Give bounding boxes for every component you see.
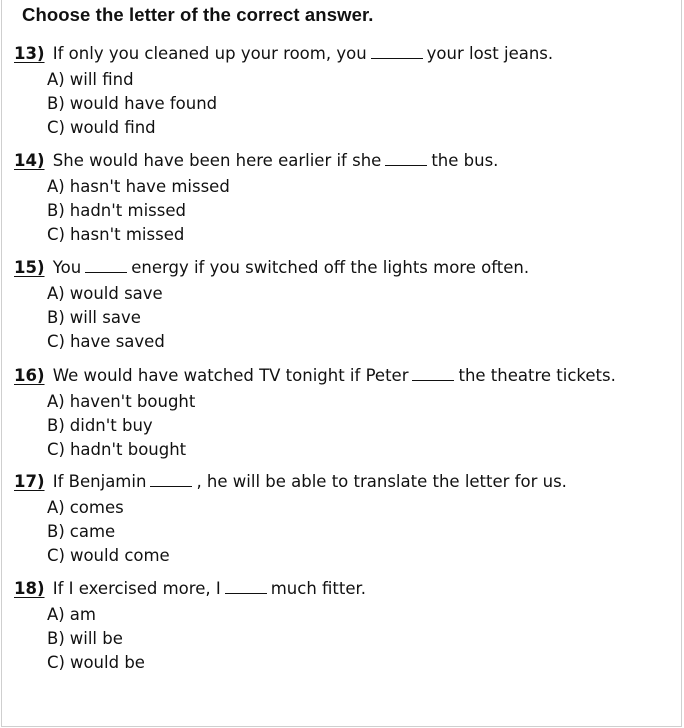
option-c[interactable] (47, 438, 674, 462)
option-text: would be (69, 653, 145, 672)
option-c[interactable] (47, 330, 674, 354)
option-letter: A) (47, 177, 65, 196)
option-text: hadn't bought (69, 440, 187, 459)
option-b[interactable] (47, 199, 674, 223)
options-list (47, 603, 674, 675)
option-text: will find (69, 70, 134, 89)
question-number: 13) (14, 44, 45, 63)
option-c[interactable] (47, 223, 674, 247)
option-text: comes (69, 498, 124, 517)
option-letter: C) (47, 440, 65, 459)
option-b[interactable] (47, 306, 674, 330)
stem-before-blank: If Benjamin (52, 472, 147, 491)
option-letter: A) (47, 70, 65, 89)
stem-after-blank: energy if you switched off the lights more often. (131, 258, 530, 277)
answer-blank (85, 259, 127, 273)
option-text: haven't bought (69, 392, 196, 411)
option-letter: A) (47, 392, 65, 411)
option-text: will save (69, 308, 141, 327)
option-text: will be (69, 629, 123, 648)
option-letter: C) (47, 118, 65, 137)
option-letter: A) (47, 284, 65, 303)
option-text: have saved (69, 332, 165, 351)
option-text: hasn't have missed (69, 177, 230, 196)
question-number: 17) (14, 472, 45, 491)
question-15 (14, 257, 674, 354)
options-list (47, 175, 674, 247)
stem-before-blank: We would have watched TV tonight if Peter (52, 366, 409, 385)
option-b[interactable] (47, 520, 674, 544)
option-letter: A) (47, 498, 65, 517)
option-letter: B) (47, 308, 65, 327)
answer-blank (225, 580, 267, 594)
option-text: came (69, 522, 116, 541)
option-a[interactable] (47, 68, 674, 92)
question-17 (14, 471, 674, 568)
option-letter: C) (47, 653, 65, 672)
option-a[interactable] (47, 282, 674, 306)
stem-after-blank: your lost jeans. (426, 44, 554, 63)
option-letter: C) (47, 546, 65, 565)
option-a[interactable] (47, 175, 674, 199)
stem-after-blank: much fitter. (270, 579, 367, 598)
instructions-heading: Choose the letter of the correct answer. (22, 4, 374, 25)
option-text: hasn't missed (69, 225, 185, 244)
options-list (47, 496, 674, 568)
option-letter: C) (47, 225, 65, 244)
option-letter: B) (47, 94, 65, 113)
options-list (47, 68, 674, 140)
answer-blank (150, 473, 192, 487)
option-text: would have found (69, 94, 218, 113)
stem-before-blank: She would have been here earlier if she (52, 151, 382, 170)
option-c[interactable] (47, 651, 674, 675)
question-18 (14, 578, 674, 675)
option-text: would save (69, 284, 163, 303)
question-number: 18) (14, 579, 45, 598)
question-stem (14, 150, 674, 172)
option-text: hadn't missed (69, 201, 186, 220)
answer-blank (385, 152, 427, 166)
stem-before-blank: You (52, 258, 82, 277)
question-number: 16) (14, 366, 45, 385)
option-letter: B) (47, 522, 65, 541)
stem-after-blank: the theatre tickets. (458, 366, 616, 385)
option-b[interactable] (47, 627, 674, 651)
option-c[interactable] (47, 544, 674, 568)
options-list (47, 390, 674, 462)
answer-blank (412, 367, 454, 381)
answer-blank (371, 45, 423, 59)
option-letter: B) (47, 629, 65, 648)
question-stem (14, 471, 674, 493)
option-a[interactable] (47, 496, 674, 520)
stem-before-blank: If I exercised more, I (52, 579, 221, 598)
option-letter: B) (47, 416, 65, 435)
question-16 (14, 365, 674, 462)
options-list (47, 282, 674, 354)
option-text: am (69, 605, 96, 624)
question-stem (14, 365, 674, 387)
question-number: 15) (14, 258, 45, 277)
stem-before-blank: If only you cleaned up your room, you (52, 44, 367, 63)
option-b[interactable] (47, 92, 674, 116)
option-b[interactable] (47, 414, 674, 438)
question-13 (14, 43, 674, 140)
question-stem (14, 257, 674, 279)
option-a[interactable] (47, 603, 674, 627)
question-number: 14) (14, 151, 45, 170)
option-c[interactable] (47, 116, 674, 140)
question-14 (14, 150, 674, 247)
option-text: didn't buy (69, 416, 153, 435)
option-letter: B) (47, 201, 65, 220)
option-text: would come (69, 546, 170, 565)
option-letter: C) (47, 332, 65, 351)
option-letter: A) (47, 605, 65, 624)
question-stem (14, 578, 674, 600)
option-a[interactable] (47, 390, 674, 414)
option-text: would find (69, 118, 156, 137)
question-stem (14, 43, 674, 65)
stem-after-blank: the bus. (431, 151, 499, 170)
stem-after-blank: , he will be able to translate the letter for us. (196, 472, 567, 491)
